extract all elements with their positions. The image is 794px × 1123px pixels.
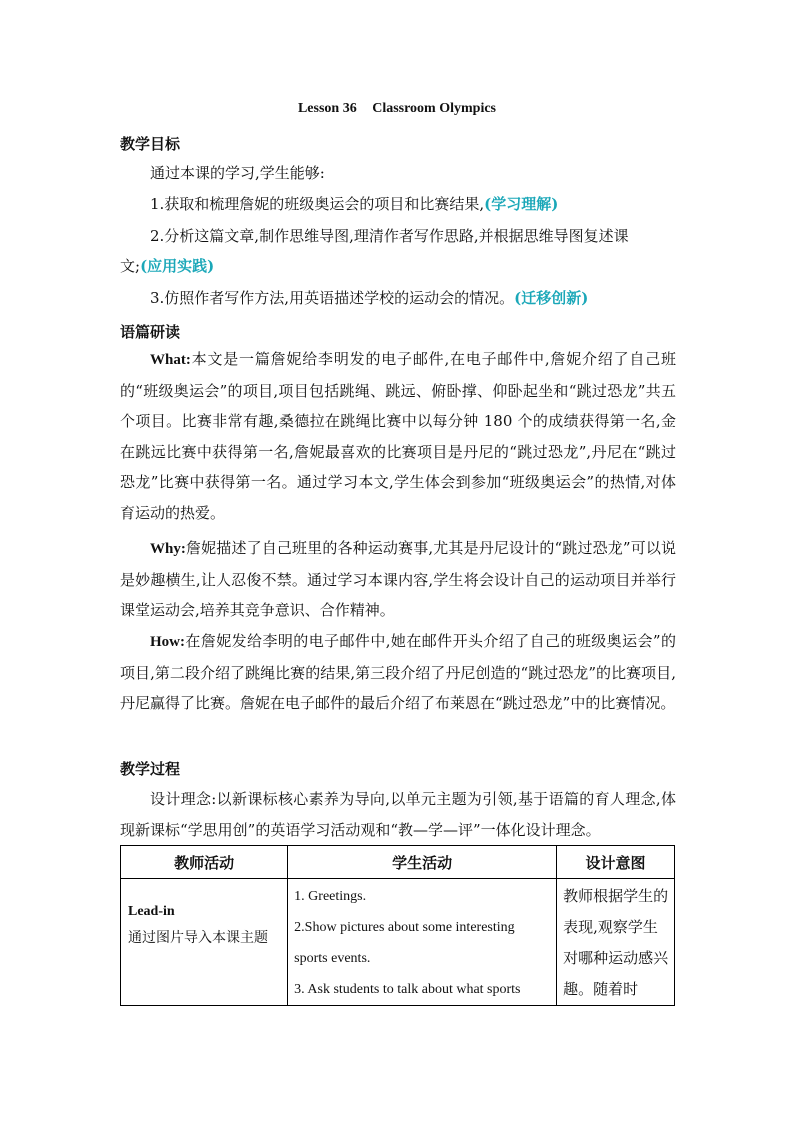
student-item-2: 2.Show pictures about some interesting sports events. xyxy=(294,920,515,966)
objective-item-2-line-1: 2.分析这篇文章,制作思维导图,理清作者写作思路,并根据思维导图复述课 xyxy=(150,227,629,245)
what-text: 本文是一篇詹妮给李明发的电子邮件,在电子邮件中,詹妮介绍了自己班的“班级奥运会”的项目,项目包括跳绳、跳远、俯卧撑、仰卧起坐和“跳过恐龙”共五个项目。比赛非常有趣,桑德拉在跳绳比赛中以每分钟 180 个的成绩获得第一名,金在跳远比赛中获得第一名,詹妮最喜欢的比赛项目是丹尼的“跳过恐龙”,丹尼在“跳过恐龙”比赛中获得第一名。通过学习本文,学生体会到参加“班级奥运会”的热情,对体育运动的热爱。 xyxy=(120,350,676,522)
student-item-3: 3. Ask students to talk about what sports xyxy=(294,982,521,997)
objective-item-1 xyxy=(150,189,705,219)
header-student-activity: 学生活动 xyxy=(288,846,557,879)
analysis-heading: 语篇研读 xyxy=(120,323,181,341)
how-label: How: xyxy=(150,634,185,650)
objective-3-tag: (迁移创新) xyxy=(514,289,589,307)
teacher-activity-cell xyxy=(121,879,288,1006)
objectives-intro: 通过本课的学习,学生能够: xyxy=(150,164,325,182)
table-row xyxy=(121,879,675,1006)
lesson-number: Lesson 36 xyxy=(297,101,357,116)
design-intent-cell: 教师根据学生的表现,观察学生对哪种运动感兴趣。随着时 xyxy=(557,879,675,1006)
why-paragraph xyxy=(120,533,676,626)
objective-2-tag: (应用实践) xyxy=(140,257,215,275)
what-label: What: xyxy=(150,352,191,368)
why-text: 詹妮描述了自己班里的各种运动赛事,尤其是丹尼设计的“跳过恐龙”可以说是妙趣横生,让人忍俊不禁。通过学习本课内容,学生将会设计自己的运动项目并举行课堂运动会,培养其竞争意识、合作精神。 xyxy=(120,539,676,619)
how-text: 在詹妮发给李明的电子邮件中,她在邮件开头介绍了自己的班级奥运会”的项目,第二段介绍了跳绳比赛的结果,第三段介绍了丹尼创造的“跳过恐龙”的比赛项目,丹尼赢得了比赛。詹妮在电子邮件的最后介绍了布莱恩在“跳过恐龙”中的比赛情况。 xyxy=(120,632,676,712)
header-design-intent: 设计意图 xyxy=(557,846,675,879)
lead-in-label: Lead-in xyxy=(128,904,175,919)
objective-1-text: 1.获取和梳理詹妮的班级奥运会的项目和比赛结果, xyxy=(150,195,485,213)
objective-item-2-line-2 xyxy=(120,251,675,281)
student-item-1: 1. Greetings. xyxy=(294,889,367,904)
objective-item-3 xyxy=(150,283,705,313)
lesson-plan-table xyxy=(120,845,675,1006)
header-teacher-activity: 教师活动 xyxy=(121,846,288,879)
process-heading: 教学过程 xyxy=(120,760,181,778)
lesson-title xyxy=(0,101,794,117)
objectives-heading: 教学目标 xyxy=(120,135,181,153)
objective-3-text: 3.仿照作者写作方法,用英语描述学校的运动会的情况。 xyxy=(150,289,515,307)
objective-2-text-end: 文; xyxy=(120,257,141,275)
lead-in-text: 通过图片导入本课主题 xyxy=(128,930,268,946)
student-activity-cell xyxy=(288,879,557,1006)
design-concept: 设计理念:以新课标核心素养为导向,以单元主题为引领,基于语篇的育人理念,体现新课标“学思用创”的英语学习活动观和“教—学—评”一体化设计理念。 xyxy=(120,790,676,839)
table-header-row xyxy=(121,846,675,879)
why-label: Why: xyxy=(150,541,186,557)
lesson-name: Classroom Olympics xyxy=(372,101,497,116)
how-paragraph xyxy=(120,626,676,719)
what-paragraph xyxy=(120,344,676,528)
objective-1-tag: (学习理解) xyxy=(484,195,559,213)
